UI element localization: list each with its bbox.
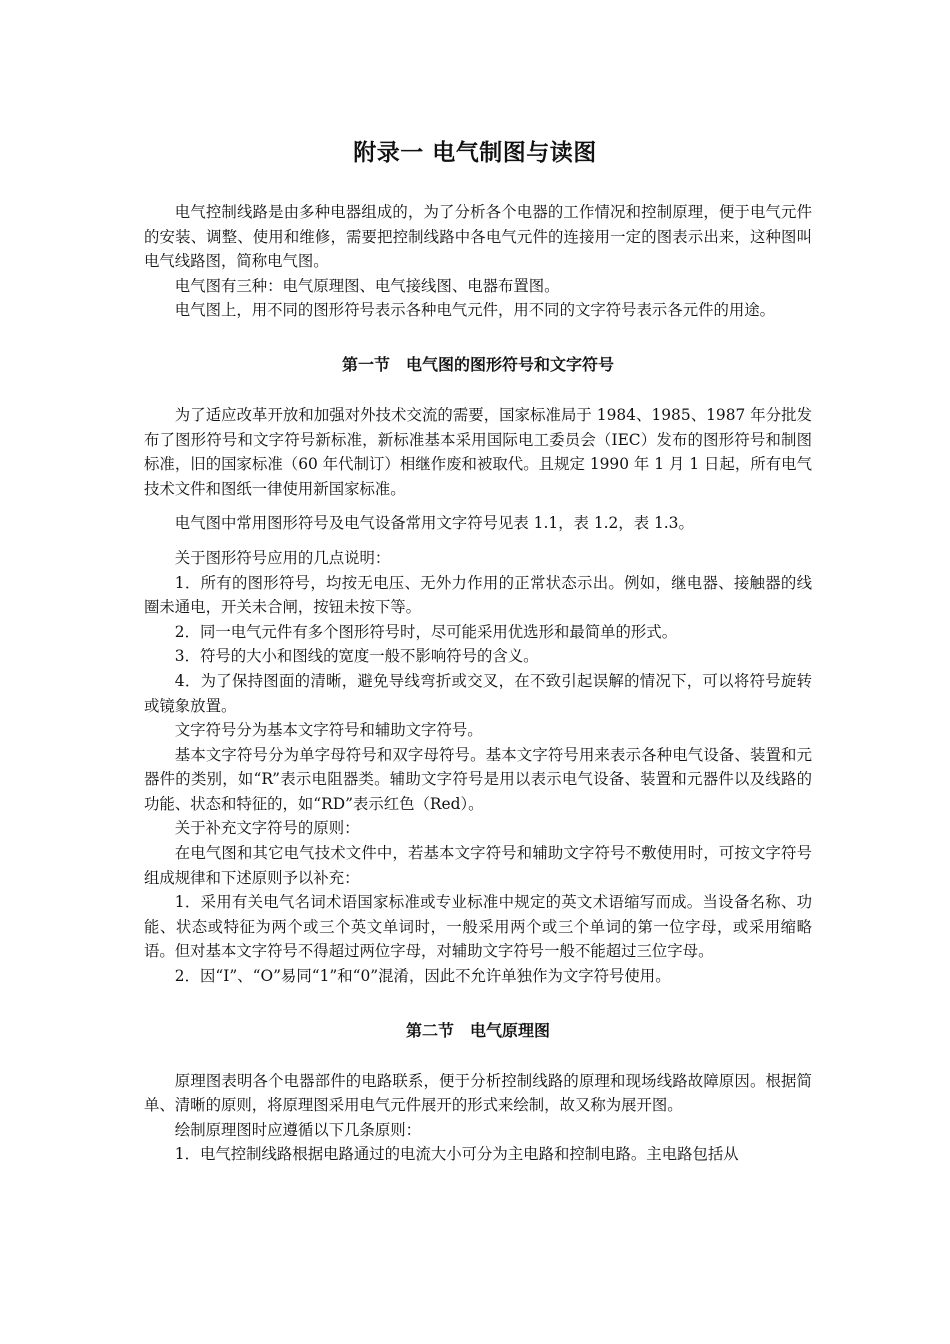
intro-paragraph-3: 电气图上，用不同的图形符号表示各种电气元件，用不同的文字符号表示各元件的用途。 <box>174 301 776 320</box>
section-2-paragraph-2: 绘制原理图时应遵循以下几条原则： <box>174 1120 422 1139</box>
document-body <box>144 200 812 1167</box>
section-1-paragraph-13: 2．因“I”、“O”易同“1”和“0”混淆，因此不允许单独作为文字符号使用。 <box>174 967 671 986</box>
section-1-paragraph-7: 4．为了保持图面的清晰，避免导线弯折或交叉，在不致引起误解的情况下，可以将符号旋转或镜象放置。 <box>144 671 812 715</box>
section-1-paragraph-5: 2．同一电气元件有多个图形符号时，尽可能采用优选形和最简单的形式。 <box>174 622 678 641</box>
section-2-heading: 第二节 电气原理图 <box>405 1020 550 1040</box>
section-1-heading: 第一节 电气图的图形符号和文字符号 <box>341 354 614 374</box>
section-1-paragraph-12: 1．采用有关电气名词术语国家标准或专业标准中规定的英文术语缩写而成。当设备名称、功能、状态或特征为两个或三个英文单词时，一般采用两个或三个单词的第一位字母，或采用缩略语。但对基本文字符号不得超过两位字母，对辅助文字符号一般不能超过三位字母。 <box>144 893 812 961</box>
intro-paragraph-1: 电气控制线路是由多种电器组成的，为了分析各个电器的工作情况和控制原理，便于电气元件的安装、调整、使用和维修，需要把控制线路中各电气元件的连接用一定的图表示出来，这种图叫电气线路图，简称电气图。 <box>144 203 812 271</box>
section-1-paragraph-3: 关于图形符号应用的几点说明： <box>174 548 391 567</box>
section-1-paragraph-6: 3．符号的大小和图线的宽度一般不影响符号的含义。 <box>174 647 539 666</box>
section-1-paragraph-4: 1．所有的图形符号，均按无电压、无外力作用的正常状态示出。例如，继电器、接触器的线圈未通电，开关未合闸，按钮未按下等。 <box>144 573 812 617</box>
section-2-paragraph-3: 1．电气控制线路根据电路通过的电流大小可分为主电路和控制电路。主电路包括从 <box>174 1145 739 1164</box>
section-1-paragraph-11: 在电气图和其它电气技术文件中，若基本文字符号和辅助文字符号不敷使用时，可按文字符号组成规律和下述原则予以补充： <box>144 844 812 887</box>
section-2-paragraph-1: 原理图表明各个电器部件的电路联系，便于分析控制线路的原理和现场线路故障原因。根据简单、清晰的原则，将原理图采用电气元件展开的形式来绘制，故又称为展开图。 <box>144 1071 812 1115</box>
page-title: 附录一 电气制图与读图 <box>353 140 597 166</box>
section-1-paragraph-10: 关于补充文字符号的原则： <box>174 819 360 838</box>
section-1-paragraph-9: 基本文字符号分为单字母符号和双字母符号。基本文字符号用来表示各种电气设备、装置和元器件的类别，如“R”表示电阻器类。辅助文字符号是用以表示电气设备、装置和元器件以及线路的功能、状态和特征的，如“RD”表示红色（Red）。 <box>144 745 812 813</box>
intro-paragraph-2: 电气图有三种：电气原理图、电气接线图、电器布置图。 <box>174 276 560 295</box>
section-1-paragraph-2: 电气图中常用图形符号及电气设备常用文字符号见表 1.1，表 1.2，表 1.3。 <box>174 514 694 533</box>
section-1-paragraph-1: 为了适应改革开放和加强对外技术交流的需要，国家标准局于 1984、1985、1987 年分批发布了图形符号和文字符号新标准，新标准基本采用国际电工委员会（IEC）发布的图形符号和制图标准，旧的国家标准（60 年代制订）相继作废和被取代。且规定 1990 年 1 月 1 日起，所有电气技术文件和图纸一律使用新国家标准。 <box>144 405 812 498</box>
section-1-paragraph-8: 文字符号分为基本文字符号和辅助文字符号。 <box>174 721 483 740</box>
